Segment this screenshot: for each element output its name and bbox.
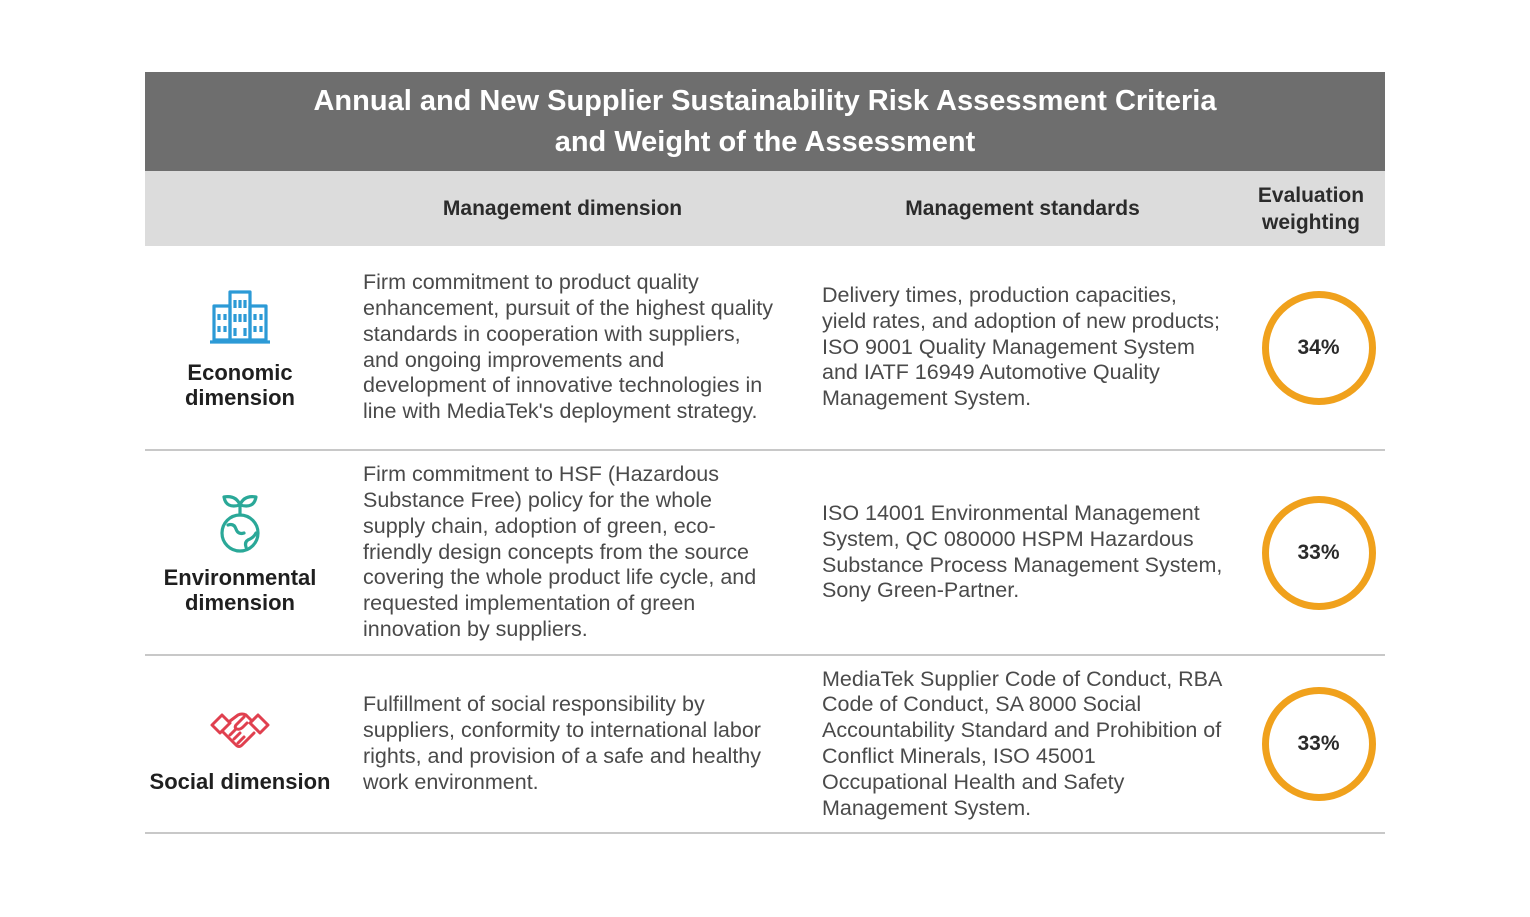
weight-ring	[1262, 496, 1376, 610]
table-row-economic	[145, 246, 1385, 451]
weighting-cell	[1261, 246, 1376, 449]
category-label: Social dimension	[149, 768, 331, 794]
table-row-social	[145, 656, 1385, 834]
management-dimension-text: Firm commitment to product quality enhancement, pursuit of the highest quality standards in cooperation with suppliers, and ongoing improvements and development of innovative technologies in line with MediaTek's deployment strategy.	[363, 270, 773, 424]
header-evaluation-weighting: Evaluation weighting	[1257, 183, 1365, 234]
weight-ring	[1262, 291, 1376, 405]
weighting-cell	[1261, 656, 1376, 832]
building-icon	[208, 286, 272, 350]
weight-ring	[1262, 687, 1376, 801]
table-title-line-1: Annual and New Supplier Sustainability Risk Assessment Criteria	[313, 84, 1217, 117]
table-title-line-2: and Weight of the Assessment	[554, 125, 976, 158]
weight-value: 34%	[1297, 335, 1340, 359]
table-title	[145, 72, 1385, 171]
category-cell	[145, 246, 335, 449]
category-label: Economic dimension	[184, 359, 295, 410]
header-management-dimension: Management dimension	[442, 196, 683, 220]
header-management-standards: Management standards	[905, 196, 1140, 220]
table-header-row	[145, 171, 1385, 246]
management-dimension-text: Firm commitment to HSF (Hazardous Substance Free) policy for the whole supply chain, adoption of green, eco-friendly design concepts from the source covering the whole product life cycle, and requested implementation of green innovation by suppliers.	[363, 462, 757, 641]
category-label: Environmental dimension	[163, 564, 317, 615]
weighting-cell	[1261, 451, 1376, 654]
management-standards-text: Delivery times, production capacities, yield rates, and adoption of new products; ISO 9001 Quality Management System and IATF 16949 Automotive Quality Management System.	[822, 283, 1221, 411]
management-standards-text: ISO 14001 Environmental Management System, QC 080000 HSPM Hazardous Substance Process Management System, Sony Green-Partner.	[822, 500, 1223, 603]
globe-sprout-icon	[208, 491, 272, 555]
handshake-icon	[208, 695, 272, 759]
category-cell	[145, 451, 335, 654]
weight-value: 33%	[1297, 540, 1340, 564]
assessment-table	[145, 72, 1385, 834]
table-row-environmental	[145, 451, 1385, 656]
weight-value: 33%	[1297, 732, 1340, 755]
management-dimension-text: Fulfillment of social responsibility by suppliers, conformity to international labor rights, and provision of a safe and healthy work environment.	[363, 692, 762, 794]
management-standards-text: MediaTek Supplier Code of Conduct, RBA Code of Conduct, SA 8000 Social Accountability Standard and Prohibition of Conflict Minerals, ISO 45001 Occupational Health and Safety Management System.	[822, 666, 1222, 820]
category-cell	[145, 656, 335, 832]
